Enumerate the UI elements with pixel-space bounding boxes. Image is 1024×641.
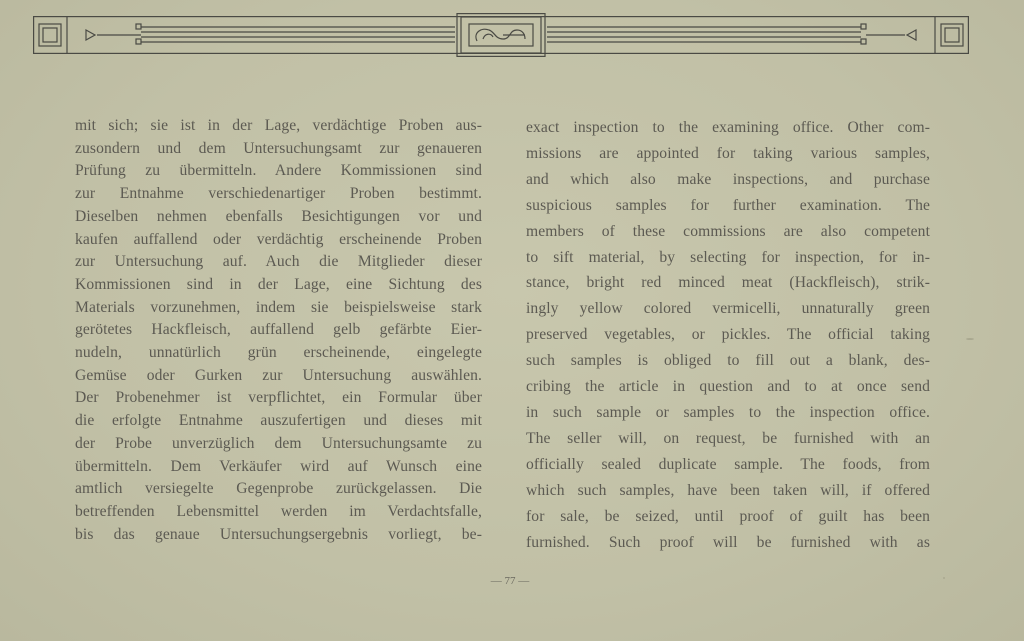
text-line: ingly yellow colored vermicelli, unnaturally green <box>526 300 930 318</box>
text-line: The seller will, on request, be furnished with an <box>526 429 930 447</box>
text-line: zusondern und dem Untersuchungsamt zur genaueren <box>75 139 482 157</box>
text-line: zur Untersuchung auf. Auch die Mitglieder dieser <box>75 253 482 271</box>
text-line: which such samples, have been taken will, if offered <box>526 481 930 499</box>
header-ornament <box>33 13 969 57</box>
text-line: gerötetes Hackfleisch, auffallend gelb gefärbte Eier- <box>75 321 482 339</box>
text-line: der Probe unverzüglich dem Untersuchungsamte zu <box>75 434 482 452</box>
text-line: stance, bright red minced meat (Hackfleisch), strik- <box>526 274 930 292</box>
english-text-column <box>526 115 930 555</box>
text-line: Materials vorzunehmen, indem sie beispielsweise stark <box>75 298 482 316</box>
text-line: for sale, be seized, until proof of guilt has been <box>526 507 930 525</box>
text-line: nudeln, unnatürlich grün erscheinende, eingelegte <box>75 344 482 362</box>
text-line: and which also make inspections, and purchase <box>526 170 930 188</box>
text-line: officially sealed duplicate sample. The foods, from <box>526 455 930 473</box>
text-line: bis das genaue Untersuchungsergebnis vorliegt, be- <box>75 525 482 543</box>
text-line: to sift material, by selecting for inspection, for in- <box>526 248 930 266</box>
text-line: suspicious samples for further examination. The <box>526 196 930 214</box>
text-line: missions are appointed for taking various samples, <box>526 144 930 162</box>
header-ornament-graphic <box>33 13 969 57</box>
text-line: preserved vegetables, or pickles. The official taking <box>526 326 930 344</box>
text-line: Gemüse oder Gurken zur Untersuchung auswählen. <box>75 366 482 384</box>
text-line: furnished. Such proof will be furnished with as <box>526 533 930 551</box>
text-line: kaufen auffallend oder verdächtig erscheinende Proben <box>75 230 482 248</box>
text-line: Kommissionen sind in der Lage, eine Sichtung des <box>75 275 482 293</box>
paper-speck <box>966 338 974 340</box>
text-line: Dieselben nehmen ebenfalls Besichtigungen vor und <box>75 207 482 225</box>
paper-speck <box>943 577 945 579</box>
text-line: zur Entnahme verschiedenartiger Proben bestimmt. <box>75 185 482 203</box>
text-line: übermitteln. Dem Verkäufer wird auf Wunsch eine <box>75 457 482 475</box>
text-line: members of these commissions are also competent <box>526 222 930 240</box>
text-line: Prüfung zu übermitteln. Andere Kommissionen sind <box>75 162 482 180</box>
page-number: — 77 — <box>490 575 530 587</box>
text-line: such samples is obliged to fill out a blank, des- <box>526 352 930 370</box>
text-line: in such sample or samples to the inspection office. <box>526 403 930 421</box>
text-line: Der Probenehmer ist verpflichtet, ein Formular über <box>75 389 482 407</box>
text-line: die erfolgte Entnahme auszufertigen und dieses mit <box>75 412 482 430</box>
text-line: cribing the article in question and to at once send <box>526 378 930 396</box>
text-line: betreffenden Lebensmittel werden im Verdachtsfalle, <box>75 502 482 520</box>
german-text-column <box>75 115 482 546</box>
text-line: exact inspection to the examining office. Other com- <box>526 119 930 136</box>
text-line: mit sich; sie ist in der Lage, verdächtige Proben aus- <box>75 117 482 134</box>
text-line: amtlich versiegelte Gegenprobe zurückgelassen. Die <box>75 480 482 498</box>
